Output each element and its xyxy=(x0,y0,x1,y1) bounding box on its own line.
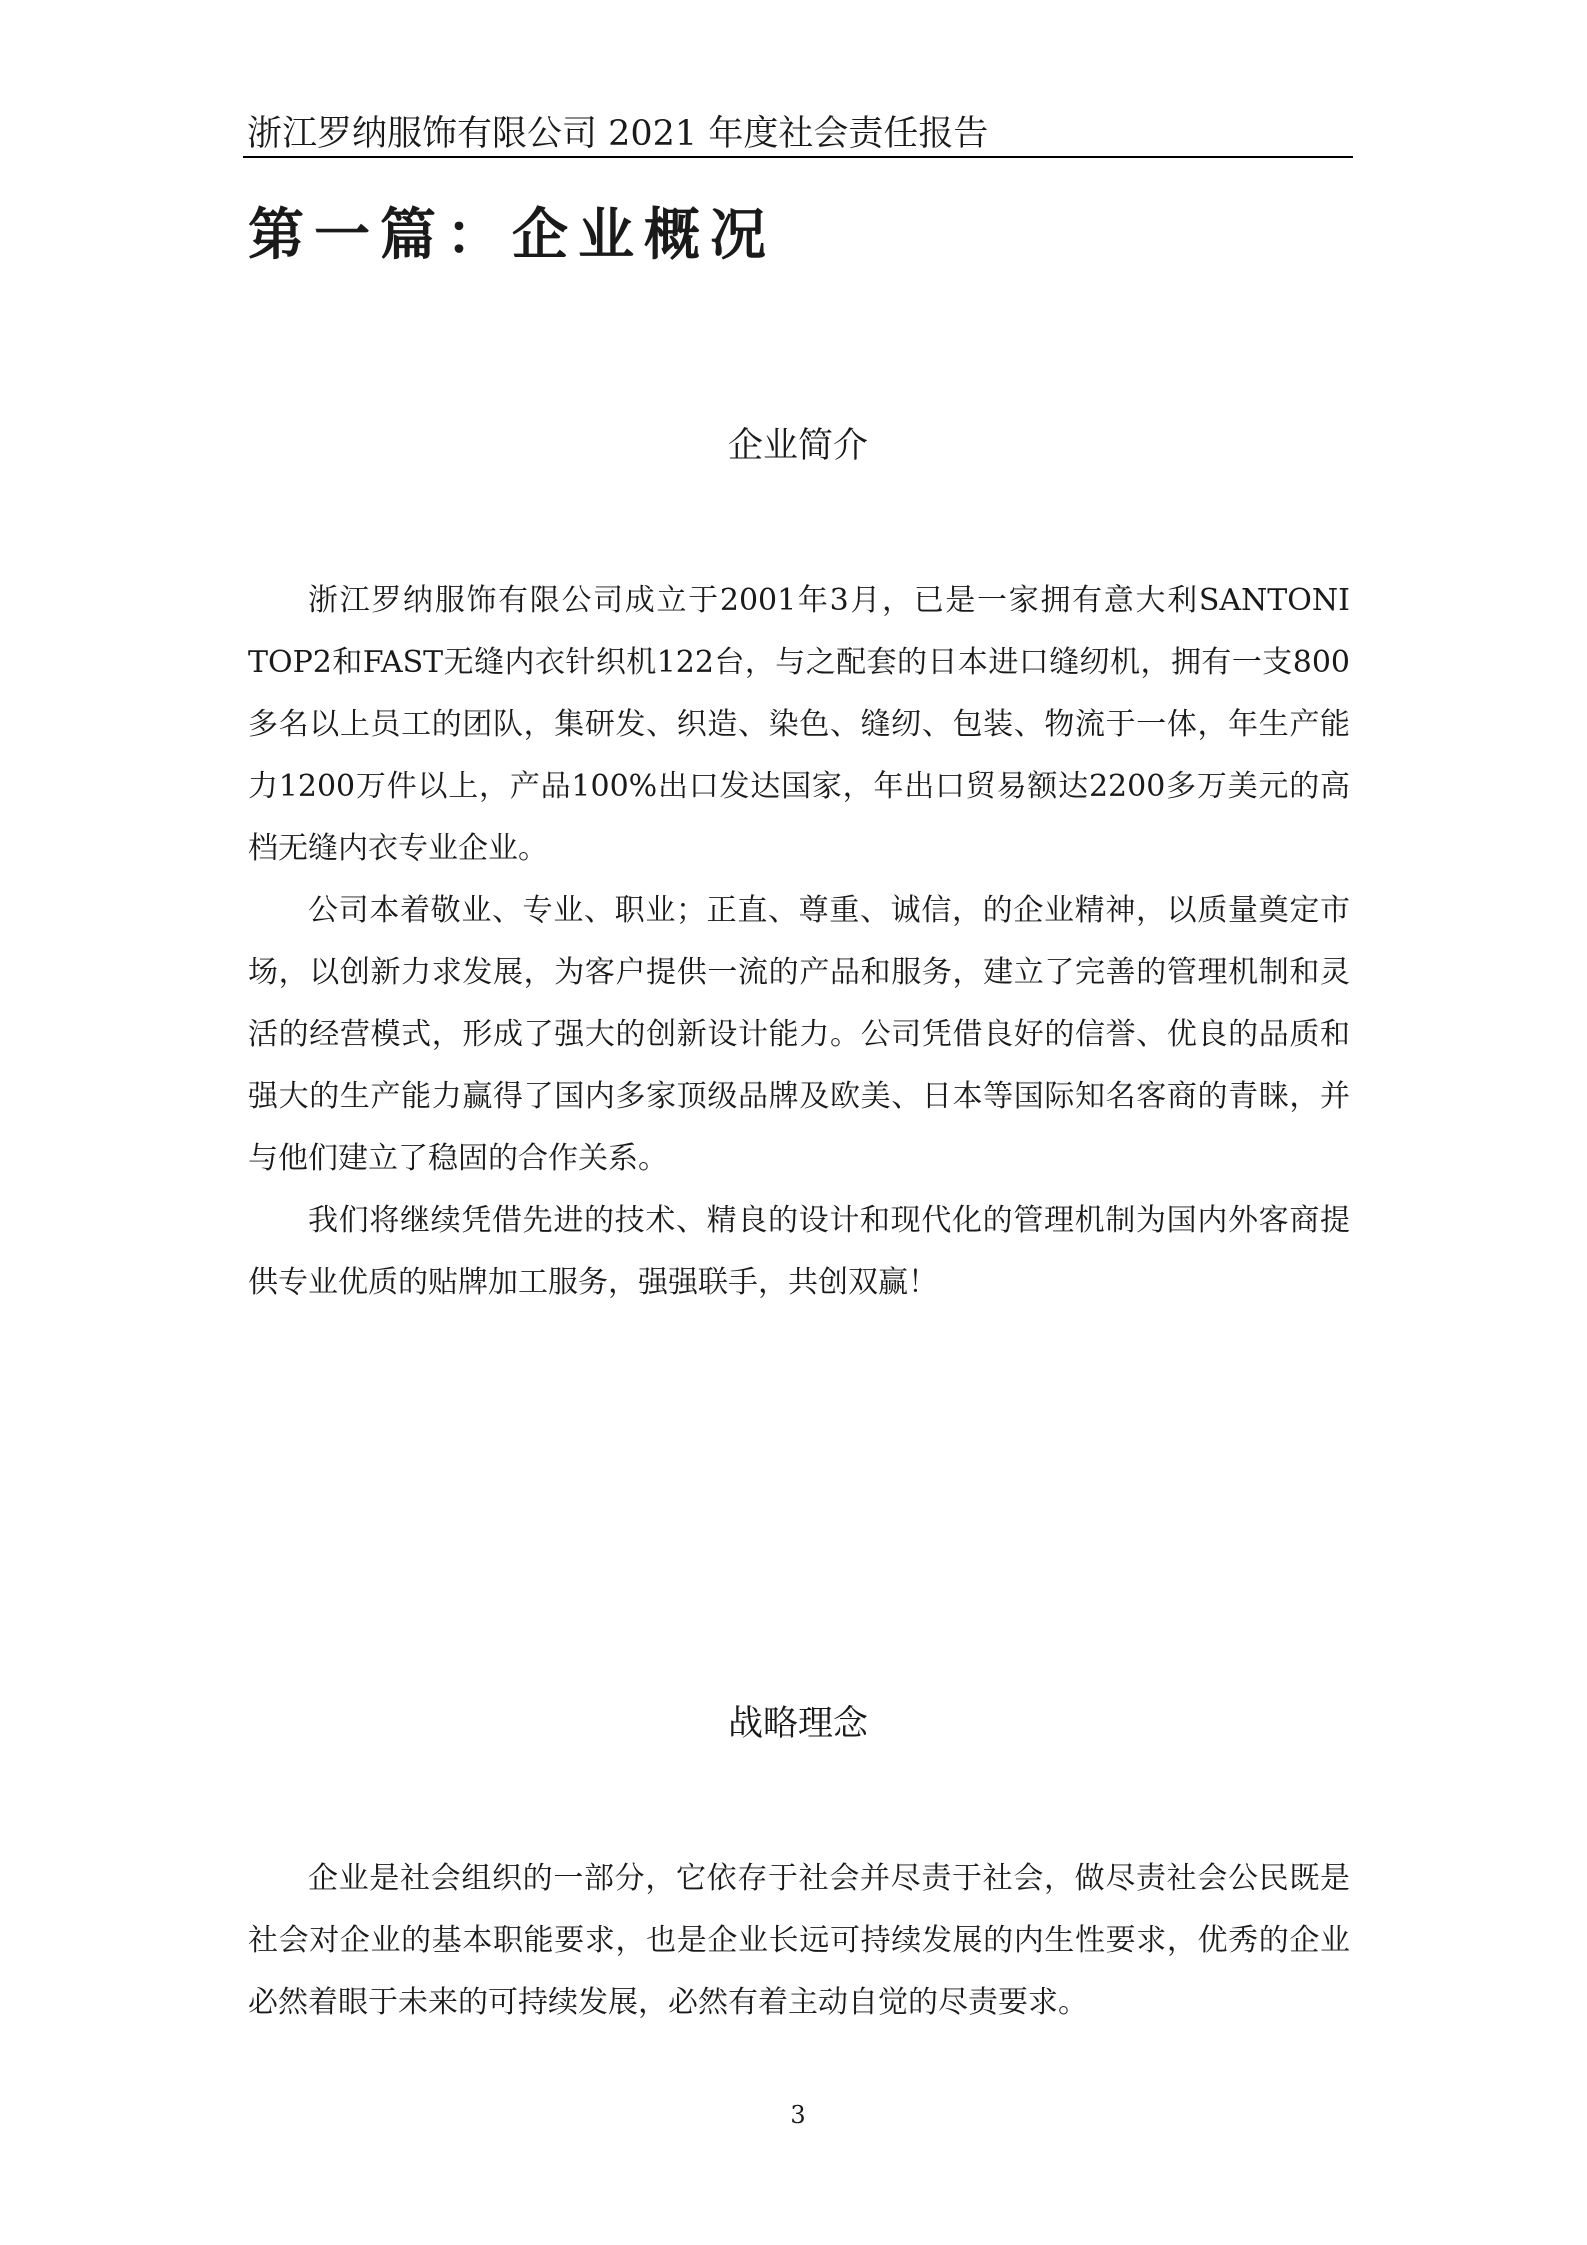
page-number: 3 xyxy=(790,2101,806,2129)
paragraph: 企业是社会组织的一部分，它依存于社会并尽责于社会，做尽责社会公民既是社会对企业的基本职能要求，也是企业长远可持续发展的内生性要求，优秀的企业必然着眼于未来的可持续发展，必然有着主动自觉的尽责要求。 xyxy=(248,1861,1350,2020)
paragraph: 公司本着敬业、专业、职业；正直、尊重、诚信，的企业精神，以质量奠定市场，以创新力求发展，为客户提供一流的产品和服务，建立了完善的管理机制和灵活的经营模式，形成了强大的创新设计能力。公司凭借良好的信誉、优良的品质和强大的生产能力赢得了国内多家顶级品牌及欧美、日本等国际知名客商的青睐，并与他们建立了稳固的合作关系。 xyxy=(248,893,1350,1176)
paragraph: 浙江罗纳服饰有限公司成立于2001年3月，已是一家拥有意大利SANTONI TOP2和FAST无缝内衣针织机122台，与之配套的日本进口缝纫机，拥有一支800多名以上员工的团队，集研发、织造、染色、缝纫、包装、物流于一体，年生产能力1200万件以上，产品100%出口发达国家，年出口贸易额达2200多万美元的高档无缝内衣专业企业。 xyxy=(248,583,1350,866)
header-title: 浙江罗纳服饰有限公司 2021 年度社会责任报告 xyxy=(247,114,989,154)
page-header xyxy=(243,112,1353,158)
section-heading-strategy: 战略理念 xyxy=(727,1704,868,1744)
section-body-strategy xyxy=(248,1848,1350,2034)
section-body-intro xyxy=(248,570,1350,1314)
section-heading-intro: 企业简介 xyxy=(727,426,868,466)
part-title: 第一篇：企业概况 xyxy=(248,202,776,268)
paragraph: 我们将继续凭借先进的技术、精良的设计和现代化的管理机制为国内外客商提供专业优质的贴牌加工服务，强强联手，共创双赢！ xyxy=(248,1203,1350,1300)
